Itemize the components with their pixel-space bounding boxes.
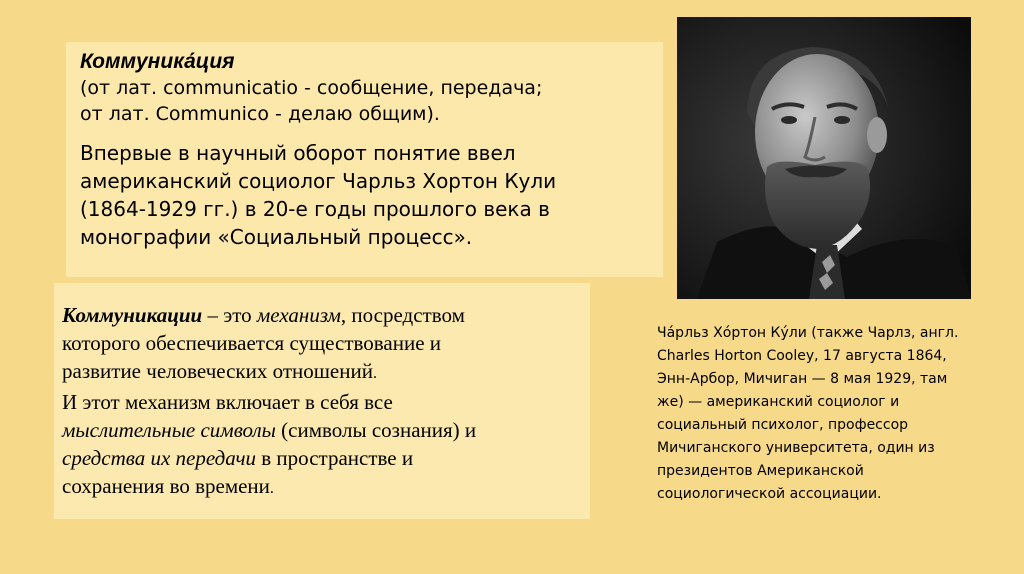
portrait-illustration (677, 17, 971, 299)
mechanism-line-3-text: развитие человеческих отношений (62, 359, 373, 383)
mechanism-box (54, 283, 590, 519)
mechanism-line-3-dot: . (372, 365, 377, 382)
mechanism-symbols-rest: (символы сознания) и (275, 418, 477, 442)
mechanism-line-5 (62, 416, 582, 444)
mechanism-means-rest: в пространстве и (256, 446, 414, 470)
mechanism-line-3 (62, 357, 582, 388)
portrait-caption: Ча́рльз Хо́ртон Ку́ли (также Чарлз, англ. Charles Horton Cooley, 17 августа 1864, Энн-Арбор, Мичиган — 8 мая 1929, там же) — американский социолог и социальный психолог, профессор Мичиганского университета, один из президентов Американской социологической ассоциации. (657, 325, 959, 502)
definition-term: Коммуника́ция (80, 50, 235, 73)
mechanism-means-italic: средства их передачи (62, 446, 257, 470)
mechanism-line-1-rest: , посредством (340, 303, 465, 327)
mechanism-term: Коммуникации (62, 303, 203, 327)
mechanism-line-2: которого обеспечивается существование и (62, 331, 442, 355)
definition-etymology: (от лат. communicatio - сообщение, передача; от лат. Communico - делаю общим). (80, 77, 543, 125)
definition-history: Впервые в научный оборот понятие ввел американский социолог Чарльз Хортон Кули (1864-1929 гг.) в 20-е годы прошлого века в монографии «Социальный процесс». (80, 141, 557, 249)
mechanism-line-6 (62, 444, 582, 472)
mechanism-line-1 (62, 301, 582, 329)
definition-box (66, 42, 663, 277)
mechanism-word: механизм (256, 303, 341, 327)
mechanism-line-7-dot: . (269, 480, 274, 497)
mechanism-dash-text: – это (202, 303, 257, 327)
mechanism-line-7 (62, 472, 582, 503)
portrait-photo (677, 17, 971, 299)
mechanism-symbols-italic: мыслительные символы (62, 418, 276, 442)
mechanism-line-4: И этот механизм включает в себя все (62, 390, 393, 414)
mechanism-line-7-text: сохранения во времени (62, 474, 270, 498)
